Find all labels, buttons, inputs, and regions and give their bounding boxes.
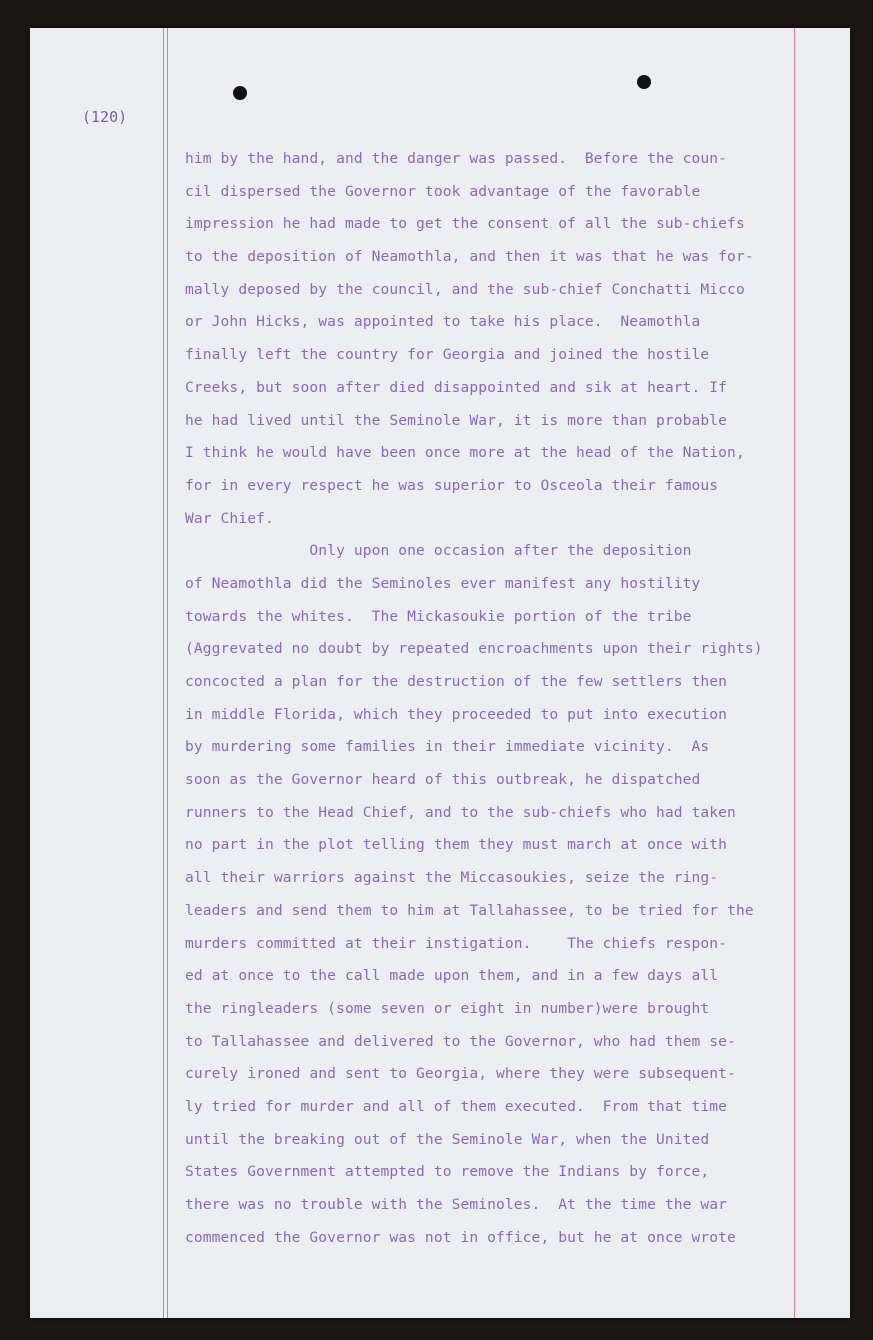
text-line: he had lived until the Seminole War, it is more than probable: [185, 411, 728, 429]
text-line: curely ironed and sent to Georgia, where they were subsequent-: [185, 1065, 736, 1083]
text-line: all their warriors against the Miccasoukies, seize the ring-: [185, 869, 719, 887]
text-line: ly tried for murder and all of them executed. From that time: [185, 1097, 728, 1115]
body-text: [185, 143, 845, 1254]
text-line: Creeks, but soon after died disappointed and sik at heart. If: [185, 378, 728, 396]
text-line: no part in the plot telling them they must march at once with: [185, 836, 728, 854]
text-line: ed at once to the call made upon them, and in a few days all: [185, 967, 719, 985]
text-line: War Chief.: [185, 509, 274, 527]
text-line: mally deposed by the council, and the sub-chief Conchatti Micco: [185, 280, 745, 298]
text-line: soon as the Governor heard of this outbreak, he dispatched: [185, 771, 701, 789]
text-line: of Neamothla did the Seminoles ever manifest any hostility: [185, 574, 701, 592]
text-line: I think he would have been once more at the head of the Nation,: [185, 444, 745, 462]
left-margin-rule: [163, 28, 164, 1318]
text-line: runners to the Head Chief, and to the sub-chiefs who had taken: [185, 803, 736, 821]
text-line: Only upon one occasion after the deposition: [185, 542, 692, 560]
text-line: the ringleaders (some seven or eight in number)were brought: [185, 999, 710, 1017]
text-line: by murdering some families in their immediate vicinity. As: [185, 738, 710, 756]
text-line: him by the hand, and the danger was passed. Before the coun-: [185, 150, 728, 167]
text-line: in middle Florida, which they proceeded to put into execution: [185, 705, 728, 723]
text-line: concocted a plan for the destruction of the few settlers then: [185, 673, 728, 690]
text-line: murders committed at their instigation. The chiefs respon-: [185, 934, 728, 952]
text-line: States Government attempted to remove the Indians by force,: [185, 1163, 710, 1181]
text-line: leaders and send them to him at Tallahassee, to be tried for the: [185, 901, 754, 919]
text-line: commenced the Governor was not in office, but he at once wrote: [185, 1228, 736, 1246]
text-line: finally left the country for Georgia and joined the hostile: [185, 346, 710, 364]
text-line: for in every respect he was superior to Osceola their famous: [185, 476, 719, 494]
text-line: until the breaking out of the Seminole War, when the United: [185, 1130, 710, 1148]
typed-document-page: [30, 28, 850, 1318]
left-margin-rule-inner: [167, 28, 168, 1318]
punch-hole-right: [637, 75, 651, 89]
page-number: (120): [82, 108, 128, 126]
text-line: (Aggrevated no doubt by repeated encroachments upon their rights): [185, 640, 763, 658]
text-line: cil dispersed the Governor took advantage of the favorable: [185, 182, 701, 200]
text-line: to Tallahassee and delivered to the Governor, who had them se-: [185, 1032, 736, 1050]
text-line: impression he had made to get the consent of all the sub-chiefs: [185, 215, 745, 233]
text-line: to the deposition of Neamothla, and then it was that he was for-: [185, 248, 754, 266]
text-line: there was no trouble with the Seminoles. At the time the war: [185, 1196, 728, 1213]
text-line: towards the whites. The Mickasoukie portion of the tribe: [185, 607, 692, 625]
text-line: or John Hicks, was appointed to take his place. Neamothla: [185, 313, 701, 331]
punch-hole-left: [233, 86, 247, 100]
